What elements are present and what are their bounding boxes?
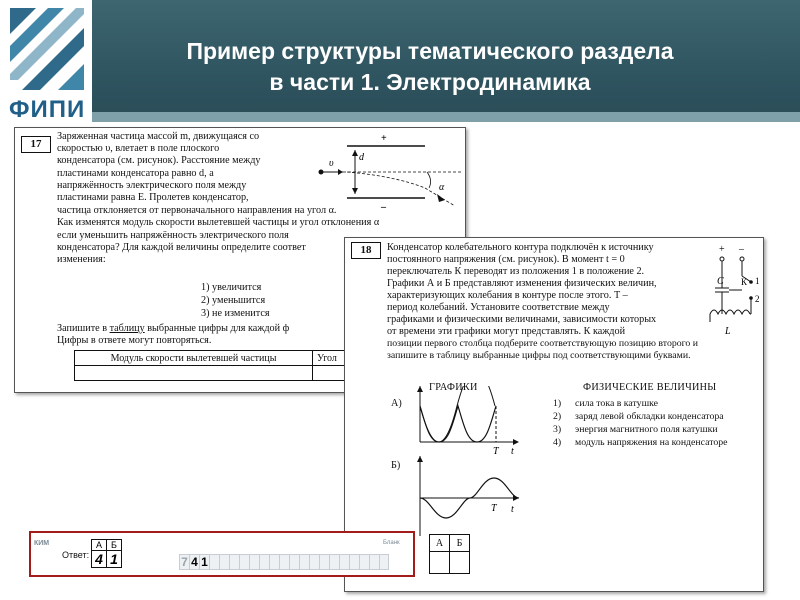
- task-text-line: позиции первого столбца подберите соответствующую позицию второго и: [387, 338, 699, 349]
- strip-cell: [370, 555, 380, 569]
- title-line-1: Пример структуры тематического раздела: [186, 38, 674, 64]
- table-cell: [430, 552, 450, 574]
- task-text-line: напряжённость электрического поля между: [57, 180, 247, 191]
- task-text-line: скоростью υ, влетает в поле плоского: [57, 143, 220, 154]
- strip-cell: [320, 555, 330, 569]
- answer-grid: [91, 539, 122, 568]
- option-item: 2) уменьшится: [201, 295, 266, 306]
- task-text-line: постоянного напряжения (см. рисунок). В момент t = 0: [387, 254, 625, 265]
- graph-a: [415, 386, 521, 458]
- answer-header: Б: [107, 540, 122, 551]
- task-text-line: конденсатора (см. рисунок). Расстояние между: [57, 155, 261, 166]
- strip-cell: [290, 555, 300, 569]
- task-text-line: конденсатора? Для каждой величины определите соответ: [57, 242, 306, 253]
- quantity-text: энергия магнитного поля катушки: [575, 424, 718, 435]
- task-text-line: изменения:: [57, 254, 106, 265]
- blank-label: Бланк: [383, 540, 400, 546]
- distance-label: d: [359, 152, 364, 163]
- graph-b: [415, 456, 521, 538]
- task-text-line: характеризующих колебания в контуре после этого. T –: [387, 290, 628, 301]
- quantity-text: сила тока в катушке: [575, 398, 658, 409]
- answer-header: А: [92, 540, 107, 551]
- quantity-text: модуль напряжения на конденсаторе: [575, 437, 728, 448]
- graph-a-label: А): [391, 398, 402, 409]
- task-text-line: Как изменятся модуль скорости вылетевшей частицы и угол отклонения α: [57, 217, 380, 228]
- strip-cell: 1: [200, 555, 210, 569]
- answer-sheet-strip: [179, 554, 389, 570]
- task-text-line: частица отклоняется от первоначального направления на угол α.: [57, 205, 337, 216]
- capacitor-figure: [315, 130, 465, 214]
- capacitor-label: C: [717, 276, 724, 287]
- strip-cell: [220, 555, 230, 569]
- answer-table: [429, 534, 470, 574]
- graph-b-label: Б): [391, 460, 401, 471]
- period-label: T: [493, 446, 499, 457]
- quantities-header: ФИЗИЧЕСКИЕ ВЕЛИЧИНЫ: [583, 382, 717, 393]
- position-1-label: 1: [755, 276, 760, 286]
- strip-cell: 7: [180, 555, 190, 569]
- strip-cell: [340, 555, 350, 569]
- strip-cell: [250, 555, 260, 569]
- instruction-prefix: Запишите в: [57, 323, 110, 334]
- task-text-line: переключатель К переводят из положения 1 в положение 2.: [387, 266, 645, 277]
- strip-cell: 4: [190, 555, 200, 569]
- strip-cell: [330, 555, 340, 569]
- minus-sign: –: [381, 202, 386, 213]
- title-line-2: в части 1. Электродинамика: [269, 69, 591, 95]
- answer-value: 4: [92, 551, 107, 568]
- time-axis-label: t: [511, 504, 514, 515]
- answer-form: [29, 531, 415, 577]
- velocity-label: υ: [329, 158, 334, 169]
- fipi-logo: [0, 0, 92, 124]
- table-header: Модуль скорости вылетевшей частицы: [75, 351, 313, 366]
- circuit-minus: –: [739, 244, 744, 255]
- table-link: таблицу: [109, 323, 145, 334]
- graphs-header: ГРАФИКИ: [429, 382, 478, 393]
- quantity-number: 3): [553, 424, 562, 435]
- header-band: [0, 112, 800, 122]
- table-header: Б: [450, 535, 470, 552]
- answer-table: [74, 350, 373, 381]
- table-cell: [75, 366, 313, 381]
- quantity-number: 1): [553, 398, 562, 409]
- option-item: 1) увеличится: [201, 282, 262, 293]
- answer-value: 1: [107, 551, 122, 568]
- task-text-line: период колебаний. Установите соответствие между: [387, 302, 610, 313]
- task-text-line: от времени эти графики могут представлять. К каждой: [387, 326, 626, 337]
- note-text: Цифры в ответе могут повторяться.: [57, 335, 212, 346]
- table-cell: [450, 552, 470, 574]
- quantity-number: 4): [553, 437, 562, 448]
- strip-cell: [280, 555, 290, 569]
- task-text-line: запишите в таблицу выбранные цифры под соответствующими буквами.: [387, 350, 691, 361]
- strip-cell: [210, 555, 220, 569]
- instruction-suffix: выбранные цифры для каждой ф: [144, 323, 290, 334]
- task-text-line: Конденсатор колебательного контура подключён к источнику: [387, 242, 654, 253]
- strip-cell: [230, 555, 240, 569]
- angle-label: α: [439, 182, 445, 193]
- quantity-text: заряд левой обкладки конденсатора: [575, 411, 724, 422]
- slide-title: [120, 36, 740, 98]
- fipi-logo-mark: [0, 0, 92, 96]
- kim-label: КИМ: [34, 540, 50, 547]
- switch-label: К: [741, 277, 748, 287]
- circuit-diagram: [705, 242, 763, 342]
- task-text-line: Заряженная частица массой m, движущаяся со: [57, 131, 260, 142]
- strip-cell: [300, 555, 310, 569]
- strip-cell: [360, 555, 370, 569]
- strip-cell: [310, 555, 320, 569]
- logo-text: ФИПИ: [9, 96, 86, 123]
- task-text-line: Графики А и Б представляют изменения физических величин,: [387, 278, 657, 289]
- quantity-number: 2): [553, 411, 562, 422]
- period-label: T: [491, 503, 497, 514]
- strip-cell: [240, 555, 250, 569]
- task-text-line: пластинами конденсатора равно d, а: [57, 168, 214, 179]
- task-text-line: если уменьшить напряжённость электрического поля: [57, 230, 289, 241]
- task-text-line: графиками и физическими величинами, зависимости которых: [387, 314, 657, 325]
- plus-sign: +: [381, 133, 387, 144]
- task-text-line: пластинами равна E. Пролетев конденсатор,: [57, 192, 249, 203]
- option-item: 3) не изменится: [201, 308, 270, 319]
- instruction-text: [57, 323, 289, 335]
- circuit-plus: +: [719, 244, 725, 255]
- task-number: 17: [21, 136, 51, 153]
- position-2-label: 2: [755, 294, 760, 304]
- strip-cell: [260, 555, 270, 569]
- strip-cell: [350, 555, 360, 569]
- task-number: 18: [351, 242, 381, 259]
- time-axis-label: t: [511, 446, 514, 457]
- table-header: А: [430, 535, 450, 552]
- table-header: Угол: [313, 351, 373, 366]
- strip-cell: [270, 555, 280, 569]
- answer-label: Ответ:: [62, 550, 90, 560]
- inductor-label: L: [725, 326, 731, 337]
